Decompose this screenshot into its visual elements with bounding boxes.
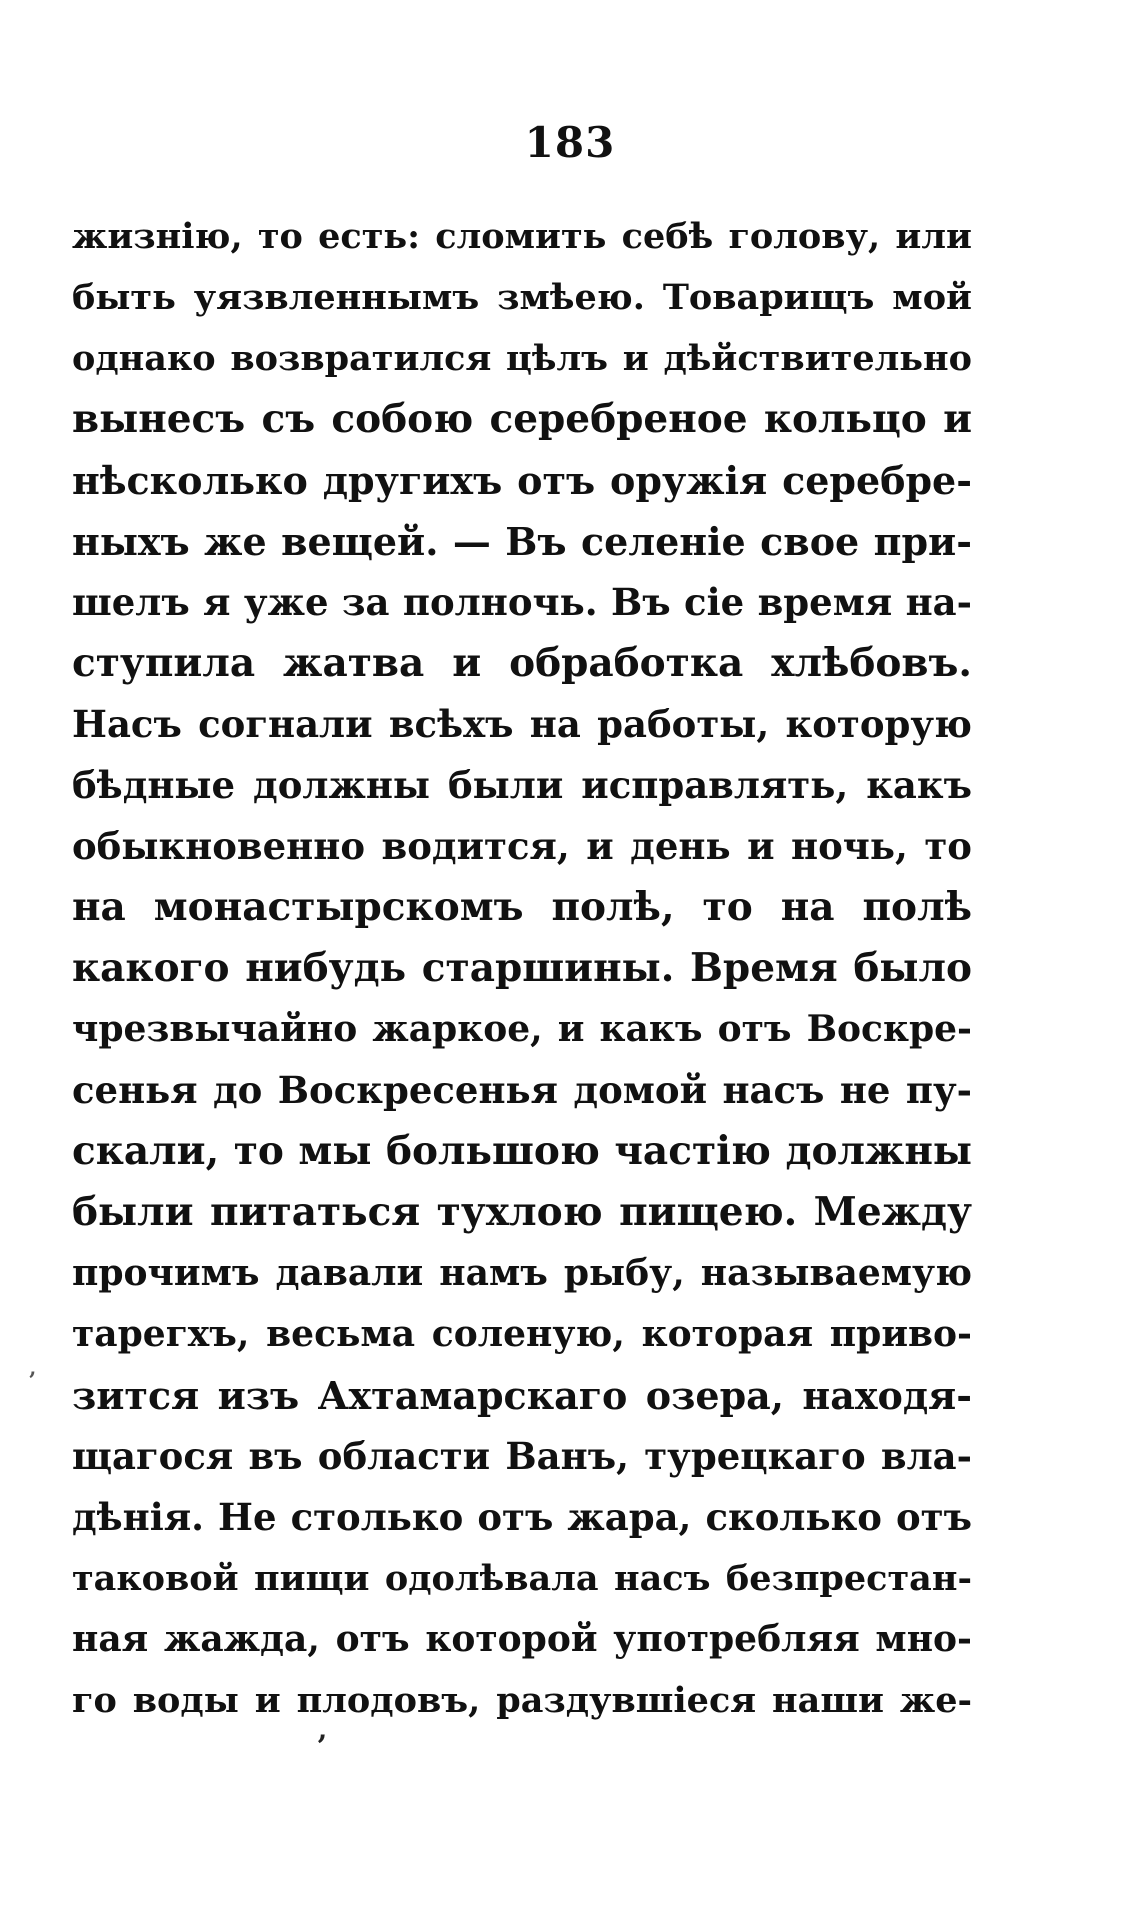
text-line: были питаться тухлою пищею. Между [72, 1189, 972, 1235]
text-line: ныхъ же вещей. — Въ селеніе свое при- [72, 519, 972, 564]
text-line: обыкновенно водится, и день и ночь, то [72, 824, 972, 868]
text-line: го воды и плодовъ, раздувшіеся наши же- [72, 1680, 972, 1721]
text-line: жизнію, то есть: сломить себѣ голову, или [72, 216, 972, 257]
text-line: какого нибудь старшины. Время было [72, 945, 972, 991]
text-line: сенья до Воскресенья домой насъ не пу- [72, 1068, 972, 1112]
page-number: 183 [524, 118, 616, 167]
text-line: Насъ согнали всѣхъ на работы, которую [72, 702, 972, 746]
text-line: зится изъ Ахтамарскаго озера, находя- [72, 1373, 972, 1418]
text-line: таковой пищи одолѣвала насъ безпрестан- [72, 1558, 972, 1599]
text-line: скали, то мы большою частію должны [72, 1128, 972, 1174]
text-line: щагося въ области Ванъ, турецкаго вла- [72, 1434, 972, 1478]
text-line: однако возвратился цѣлъ и дѣйствительно [72, 338, 972, 379]
text-line: быть уязвленнымъ змѣею. Товарищъ мой [72, 277, 972, 318]
text-line: нѣсколько другихъ отъ оружія серебре- [72, 458, 972, 503]
text-line: ступила жатва и обработка хлѣбовъ. [72, 640, 972, 686]
ink-speck: ʼ [28, 1368, 36, 1394]
text-line: дѣнія. Не столько отъ жара, сколько отъ [72, 1495, 972, 1539]
text-line: ная жажда, отъ которой употребляя мно- [72, 1618, 972, 1660]
text-line: вынесъ съ собою серебреное кольцо и [72, 396, 972, 442]
text-line: бѣдные должны были исправлять, какъ [72, 763, 972, 807]
text-line: прочимъ давали намъ рыбу, называемую [72, 1252, 972, 1294]
page-body-text [72, 206, 972, 1731]
ink-speck: ʼ [316, 1730, 327, 1765]
text-line: чрезвычайно жаркое, и какъ отъ Воскре- [72, 1008, 972, 1050]
text-line: шелъ я уже за полночь. Въ сіе время на- [72, 580, 972, 624]
text-line: тарегхъ, весьма соленую, которая приво- [72, 1313, 972, 1355]
text-line: на монастырскомъ полѣ, то на полѣ [72, 884, 972, 930]
